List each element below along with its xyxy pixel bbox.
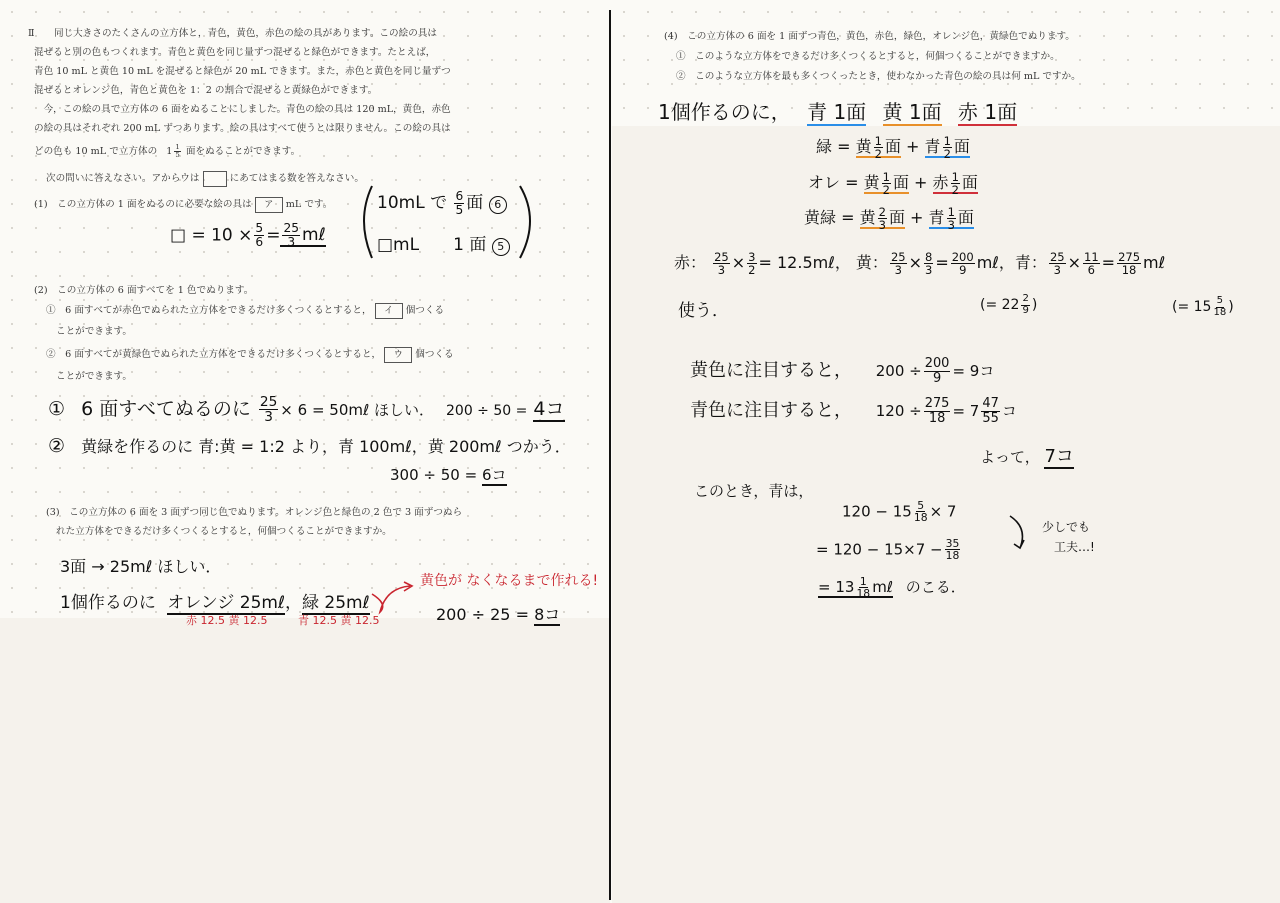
- side-note-1: 少しでも: [1042, 520, 1091, 534]
- per-cube-lead: 1個作るのに，: [658, 100, 791, 124]
- frac-den: 3: [878, 218, 886, 232]
- focus-blue-unit: コ: [1001, 402, 1017, 420]
- q4-2: ② このような立方体を最も多くつくったとき，使わなかった青色の絵の具は何 mL ですか。: [676, 71, 1081, 82]
- frac-num: 3: [748, 249, 756, 264]
- frac-den: 18: [856, 587, 871, 601]
- term-face: 面: [957, 208, 974, 227]
- ratio-face: 面: [466, 193, 484, 213]
- frac-den: 3: [717, 263, 726, 277]
- calc3-tail: のこる．: [905, 578, 966, 597]
- left-ink-overlay: [0, 0, 610, 903]
- q2-2-text: ② 6 面すべてが黄緑色でぬられた立方体をできるだけ多くつくるとすると，: [46, 349, 382, 360]
- q3-line-2-work: 1個作るのに オレンジ 25mℓ，緑 25mℓ: [60, 593, 370, 613]
- yg-eq: 黄緑 =: [804, 208, 855, 227]
- ratio-c: □mL 1 面: [377, 235, 487, 255]
- frac-num: 5: [255, 221, 264, 235]
- instruction-a: 次の問いに答えなさい。アからウは: [46, 173, 200, 184]
- frac-den: 18: [1213, 306, 1227, 318]
- times: ×: [908, 253, 922, 272]
- focus-yellow-calc: 200 ÷: [875, 362, 922, 380]
- frac-num: 47: [982, 395, 999, 411]
- q3-line-1: (3) この立方体の 6 面を 3 面ずつ同じ色でぬります。オレンジ色と緑色の 2 色で 3 面ずつぬら: [46, 507, 463, 518]
- label-1: ①: [48, 398, 66, 420]
- left-page: [0, 0, 610, 903]
- q3-orange: オレンジ 25mℓ: [167, 593, 286, 613]
- frac-den: 18: [928, 410, 946, 426]
- frac-num: 1: [951, 169, 959, 184]
- frac-num: 2: [878, 204, 886, 219]
- q1-eq-b: =: [266, 225, 281, 246]
- frac-den: 9: [932, 370, 942, 386]
- frac-num: 35: [945, 537, 960, 550]
- q1-unit: mℓ: [302, 225, 326, 246]
- frac-num: 1: [175, 142, 180, 151]
- q3-answer: 8コ: [534, 605, 561, 624]
- intro-line-4: 混ぜるとオレンジ色，青色と黄色を 1：2 の割合で混ぜると黄緑色ができます。: [34, 85, 378, 96]
- term-color: 黄: [863, 173, 880, 192]
- frac-num: 1: [874, 133, 882, 148]
- focus-yellow-lead: 黄色に注目すると，: [690, 360, 852, 381]
- term-color: 赤: [932, 173, 949, 192]
- frac-num: 1: [947, 204, 955, 219]
- mixed-whole: 1: [166, 146, 173, 157]
- frac-num: 200: [951, 249, 974, 264]
- use-word: 使う．: [678, 301, 729, 321]
- frac-den: 55: [982, 410, 999, 426]
- problem-numeral: Ⅱ: [28, 28, 35, 39]
- focus-blue-lead: 青色に注目すると，: [690, 400, 852, 421]
- frac-num: 8: [925, 249, 933, 264]
- frac-den: 5: [175, 151, 180, 159]
- answer-box-i: イ: [375, 303, 403, 319]
- right-ink-overlay: [612, 0, 1280, 903]
- blue-face: 青 1面: [807, 100, 867, 124]
- frac-den: 3: [894, 263, 902, 277]
- frac-den: 3: [287, 234, 296, 249]
- a1-text: 6 面すべてぬるのに: [81, 398, 251, 420]
- side-note-2: 工夫…!: [1054, 540, 1095, 554]
- frac-den: 18: [1121, 263, 1137, 277]
- frac-den: 18: [913, 511, 928, 525]
- frac-den: 3: [947, 218, 955, 232]
- q3-lead: 1個作るのに: [60, 593, 156, 613]
- paren-left: [364, 186, 372, 258]
- a2-answer: 6コ: [481, 466, 507, 484]
- a2-text: 黄緑を作るのに 青:黄 = 1:2 より，青 100mℓ，黄 200mℓ つかう．: [81, 437, 571, 456]
- frac-den: 2: [748, 263, 756, 277]
- right-page: [612, 0, 1280, 903]
- q2-1-cont: ことができます。: [56, 326, 132, 337]
- unit: mℓ: [1143, 253, 1166, 272]
- yellow-use: 黄：: [855, 253, 888, 272]
- frac-num: 1: [859, 575, 867, 588]
- plus: +: [906, 137, 920, 156]
- frac-den: 18: [945, 549, 960, 563]
- q1-unit: mL です。: [285, 199, 333, 210]
- answer-box-u: ウ: [384, 347, 412, 363]
- frac-den: 3: [1053, 263, 1061, 277]
- frac-den: 2: [951, 183, 959, 197]
- frac-num: 25: [714, 249, 729, 264]
- q3-red-note: 黄色が なくなるまで作れる!: [420, 573, 599, 589]
- intro-line-1: 同じ大きさのたくさんの立方体と，青色，黄色，赤色の絵の具があります。この絵の具は: [54, 28, 437, 39]
- frac-num: 25: [259, 393, 278, 410]
- q3-calc-text: 200 ÷ 25 =: [436, 605, 529, 624]
- paren-right: [520, 186, 530, 258]
- term-color: 青: [924, 137, 941, 156]
- red-use: 赤：: [674, 253, 707, 272]
- frac-num: 200: [924, 355, 950, 371]
- circled-number: 6: [489, 196, 507, 214]
- intro-line-6: の絵の具はそれぞれ 200 mL ずつあります。絵の具はすべて使うとは限りません。この絵の具は: [34, 123, 451, 134]
- green-eq: 緑 =: [816, 137, 851, 156]
- yellow-face: 黄 1面: [882, 100, 942, 124]
- q2-2-tail: 個つくる: [415, 349, 454, 360]
- term-face: 面: [961, 173, 978, 192]
- intro-tail: 面をぬることができます。: [185, 146, 301, 157]
- frac-num: 25: [890, 249, 906, 264]
- frac-den: 9: [959, 263, 967, 277]
- term-face: 面: [888, 208, 905, 227]
- unit: mℓ: [976, 253, 999, 272]
- term-face: 面: [884, 137, 901, 156]
- alt-b: ): [1031, 297, 1038, 314]
- answer-box-a: ア: [255, 197, 283, 213]
- therefore: よって，: [980, 448, 1040, 466]
- q4: (4) この立方体の 6 面を 1 面ずつ青色，黄色，赤色，緑色，オレンジ色，黄緑色でぬります。: [664, 31, 1075, 42]
- q3-line-1-work: 3面 → 25mℓ ほしい．: [60, 557, 222, 576]
- frac-num: 25: [1049, 249, 1065, 264]
- blue-use: ，青：: [998, 253, 1047, 272]
- focus-blue-result: = 7: [952, 402, 980, 420]
- page-divider: [609, 10, 611, 900]
- frac-den: 6: [255, 234, 264, 249]
- frac-den: 3: [925, 263, 933, 277]
- ratio-a: 10mL で: [377, 193, 448, 213]
- intro-line-3: 青色 10 mL と黄色 10 mL を混ぜると緑色が 20 mL できます。また，赤色と黄色を同じ量ずつ: [34, 66, 451, 77]
- term-face: 面: [892, 173, 909, 192]
- q2-1-tail: 個つくる: [405, 305, 445, 316]
- a1-answer: 4コ: [533, 398, 565, 420]
- frac-num: 11: [1084, 249, 1099, 264]
- term-color: 青: [928, 208, 945, 227]
- label-2: ②: [48, 435, 66, 457]
- frac-num: 5: [1216, 295, 1224, 306]
- calc1-a: 120 − 15: [842, 502, 912, 521]
- frac-den: 2: [943, 147, 951, 161]
- final-answer: 7コ: [1044, 446, 1074, 467]
- focus-blue-calc: 120 ÷: [875, 402, 922, 420]
- times: ×: [1067, 253, 1081, 272]
- q1-text: (1) この立方体の 1 面をぬるのに必要な絵の具は: [34, 199, 252, 210]
- a1-b: × 6 = 50mℓ ほしい．: [280, 401, 434, 419]
- frac-num: 275: [1118, 249, 1141, 264]
- frac-den: 5: [455, 202, 464, 217]
- a1-calc: 200 ÷ 50 =: [446, 403, 528, 419]
- a2-calc: 300 ÷ 50 =: [390, 466, 478, 484]
- alt-b: ): [1228, 299, 1234, 316]
- term-color: 黄: [859, 208, 876, 227]
- calc3-unit: mℓ: [872, 578, 893, 597]
- frac-num: 6: [455, 188, 464, 203]
- frac-den: 9: [1022, 304, 1029, 316]
- instruction-b: にあてはまる数を答えなさい。: [229, 173, 364, 184]
- q4-1: ① このような立方体をできるだけ多くつくるとすると，何個つくることができますか。: [676, 51, 1060, 62]
- q2: (2) この立方体の 6 面すべてを 1 色でぬります。: [34, 285, 254, 296]
- usage-line: 赤： $\frac{25}{3}$ × $\frac{3}{2}$ = 12.5mℓ， 黄： $\frac{25}{3}$ × $\frac{8}{3}$ = $\frac{200}{9}$ mℓ，青： $\frac{25}{3}$ × $\frac{11}{6}$ = $\frac{275}{18}$ mℓ: [674, 249, 1166, 277]
- frac-num: 275: [924, 395, 950, 411]
- circled-number: 5: [492, 238, 510, 256]
- q3-line-2: れた立方体をできるだけ多くつくるとすると，何個つくることができますか。: [56, 526, 392, 537]
- calc3-a: = 13: [818, 578, 855, 597]
- term-face: 面: [953, 137, 970, 156]
- curved-arrow: [1010, 516, 1024, 548]
- times: ×: [731, 253, 746, 272]
- q1-eq-a: □ = 10 ×: [170, 225, 253, 246]
- alt-a: (= 15: [1172, 299, 1212, 316]
- frac-num: 1: [882, 169, 890, 184]
- frac-num: 25: [283, 221, 300, 235]
- red-result: = 12.5mℓ，: [758, 253, 851, 272]
- term-color: 黄: [855, 137, 872, 156]
- frac-den: 3: [264, 409, 273, 425]
- intro-line-7-text: どの色も 10 mL で立方体の: [34, 146, 158, 157]
- intro-line-5: 今，この絵の具で立方体の 6 面をぬることにしました。青色の絵の具は 120 mL，黄色，赤色: [34, 104, 451, 115]
- focus-yellow-result: = 9コ: [952, 362, 995, 380]
- calc2-a: = 120 − 15×7 −: [816, 540, 943, 559]
- frac-den: 6: [1087, 263, 1095, 277]
- q3-green-breakdown: 青 12.5 黄 12.5: [298, 614, 380, 627]
- plus: +: [914, 173, 928, 192]
- intro-line-2: 混ぜると別の色もつくれます。青色と黄色を同じ量ずつ混ぜると緑色ができます。たとえば，: [34, 47, 436, 58]
- this-time: このとき，青は，: [694, 482, 814, 500]
- orange-eq: オレ =: [808, 173, 859, 192]
- q2-1-text: ① 6 面すべてが赤色でぬられた立方体をできるだけ多くつくるとすると，: [46, 305, 372, 316]
- red-face: 赤 1面: [958, 100, 1018, 124]
- frac-den: 2: [874, 147, 882, 161]
- q3-orange-breakdown: 赤 12.5 黄 12.5: [186, 614, 268, 627]
- calc1-b: × 7: [929, 502, 957, 521]
- frac-num: 5: [917, 499, 925, 512]
- frac-num: 1: [943, 133, 951, 148]
- frac-den: 2: [882, 183, 890, 197]
- q2-2-cont: ことができます。: [56, 371, 132, 382]
- plus: +: [910, 208, 924, 227]
- frac-num: 2: [1022, 293, 1029, 304]
- q3-green: 緑 25mℓ: [302, 593, 370, 613]
- alt-a: (= 22: [980, 297, 1020, 314]
